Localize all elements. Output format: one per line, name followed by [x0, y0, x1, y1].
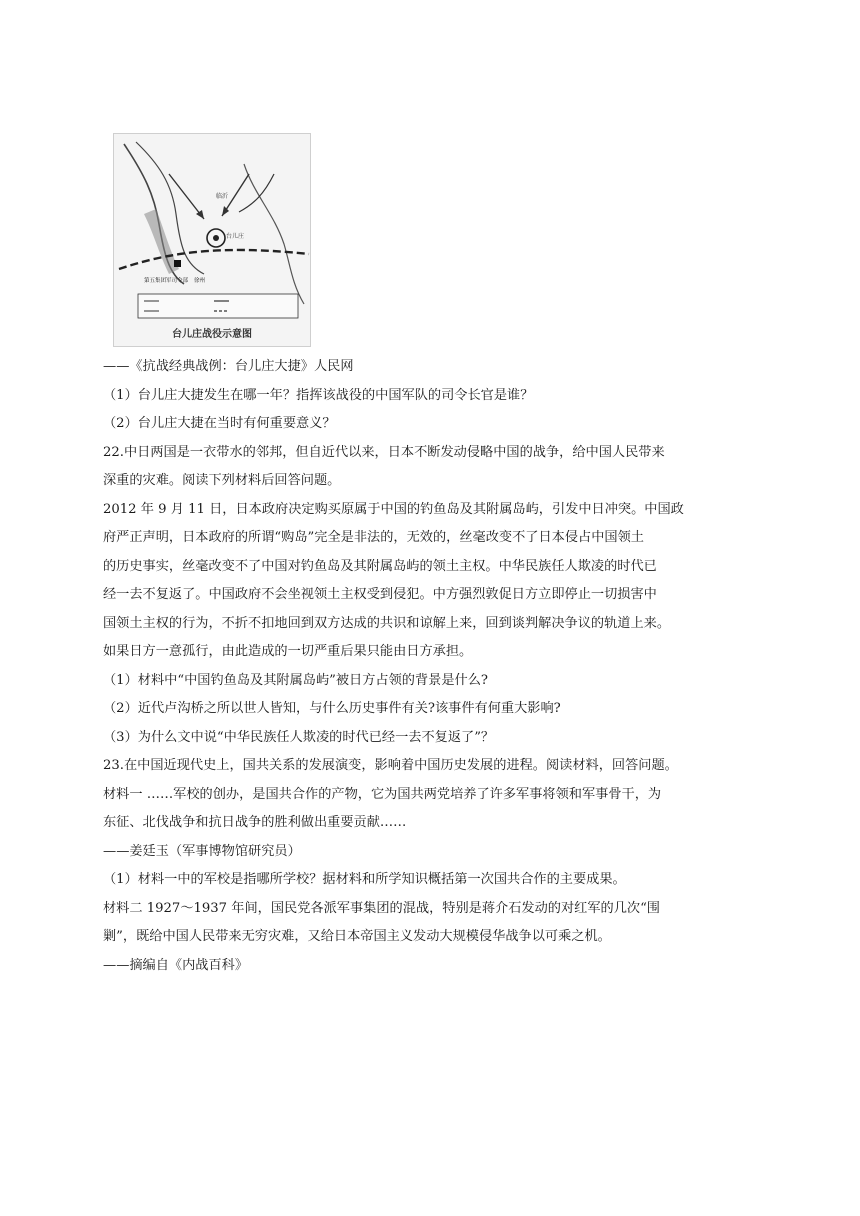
question-line: （3）为什么文中说“中华民族任人欺凌的时代已经一去不复返了”？ — [103, 729, 495, 745]
question-heading: 22.中日两国是一衣带水的邻邦，但自近代以来，日本不断发动侵略中国的战争，给中国人民带来 — [103, 444, 665, 460]
material-line: 如果日方一意孤行，由此造成的一切严重后果只能由日方承担。 — [103, 644, 473, 659]
map-caption: 台儿庄战役示意图 — [172, 329, 252, 340]
body-text — [103, 353, 763, 980]
material-line: 材料一 ……军校的创办，是国共合作的产物，它为国共两党培养了许多军事将领和军事骨干，为 — [103, 786, 662, 802]
map-legend — [138, 294, 298, 318]
question-line: （1）材料中“中国钓鱼岛及其附属岛屿”被日方占领的背景是什么? — [103, 672, 489, 688]
taierzhuang-battle-map — [113, 133, 311, 347]
material-line: 国领土主权的行为，不折不扣地回到双方达成的共识和谅解上来，回到谈判解决争议的轨道上来。 — [103, 615, 671, 631]
material-line: 2012 年 9 月 11 日，日本政府决定购买原属于中国的钓鱼岛及其附属岛屿，引发中日冲突。中国政 — [103, 501, 684, 517]
material-line: 经一去不复返了。中国政府不会坐视领土主权受到侵犯。中方强烈敦促日方立即停止一切损害中 — [103, 587, 657, 602]
question-line: （1）台儿庄大捷发生在哪一年？指挥该战役的中国军队的司令长官是谁？ — [103, 387, 534, 403]
material-line: 府严正声明，日本政府的所谓“购岛”完全是非法的，无效的，丝毫改变不了日本侵占中国领土 — [103, 530, 644, 545]
material-line: 剿”，既给中国人民带来无穷灾难，又给日本帝国主义发动大规模侵华战争以可乘之机。 — [103, 929, 611, 944]
source-line: ——《抗战经典战例：台儿庄大捷》人民网 — [103, 359, 354, 374]
map-label-taierzhuang: 台儿庄 — [226, 233, 245, 240]
question-line: （1）材料一中的军校是指哪所学校？据材料和所学知识概括第一次国共合作的主要成果。 — [103, 872, 626, 887]
material-line: 材料二 1927～1937 年间，国民党各派军事集团的混战，特别是蒋介石发动的对红军的几次“围 — [103, 900, 660, 916]
map-label-xuzhou: 徐州 — [194, 278, 206, 284]
question-line: （2）近代卢沟桥之所以世人皆知，与什么历史事件有关?该事件有何重大影响? — [103, 701, 561, 716]
source-line: ——摘编自《内战百科》 — [103, 957, 249, 973]
map-label-linyi: 临沂 — [216, 193, 229, 200]
material-line: 东征、北伐战争和抗日战争的胜利做出重要贡献…… — [103, 815, 407, 830]
question-heading: 23.在中国近现代史上，国共关系的发展演变，影响着中国历史发展的进程。阅读材料，回答问题。 — [103, 758, 678, 773]
material-line: 的历史事实，丝毫改变不了中国对钓鱼岛及其附属岛屿的领土主权。中华民族任人欺凌的时代已 — [103, 558, 657, 574]
source-line: ——姜廷玉（军事博物馆研究员） — [103, 843, 301, 859]
question-line: （2）台儿庄大捷在当时有何重要意义？ — [103, 416, 336, 431]
question-heading: 深重的灾难。阅读下列材料后回答问题。 — [103, 473, 341, 488]
map-label-hq: 第五集团军司令部 — [144, 278, 189, 284]
battle-map-drawing — [114, 134, 310, 346]
